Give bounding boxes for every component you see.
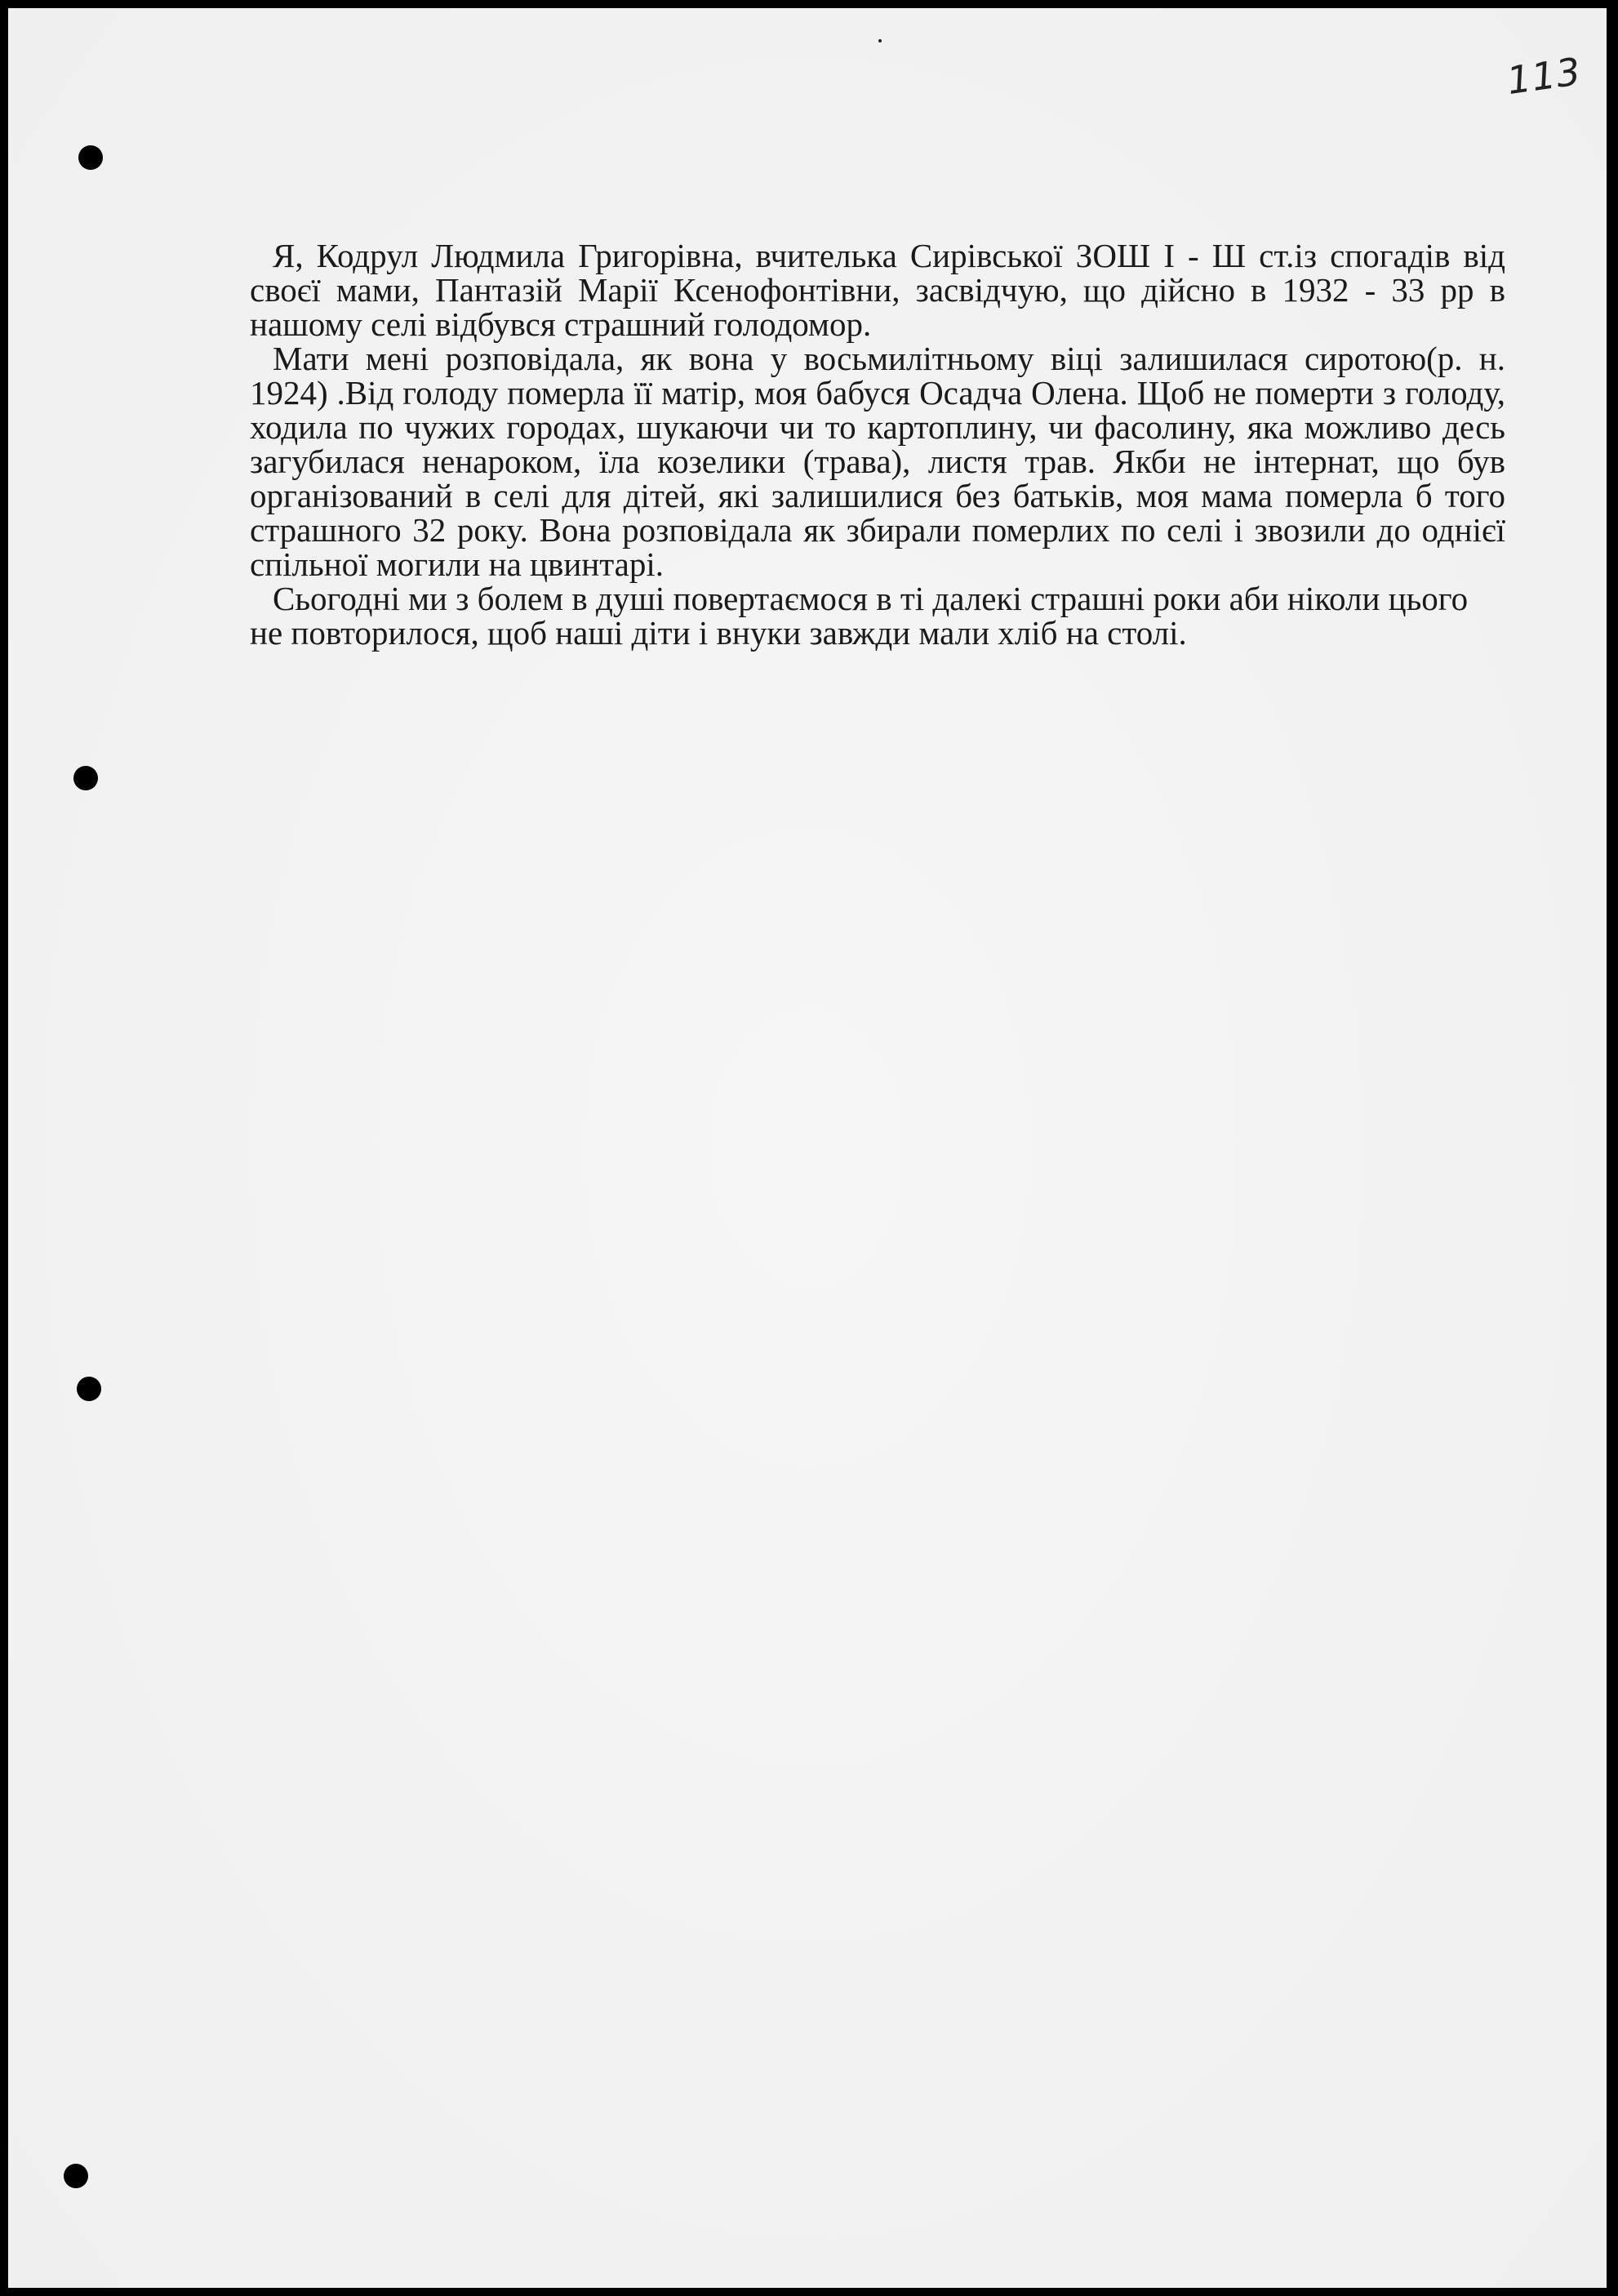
paragraph: Сьогодні ми з болем в душі повертаємося в ті далекі страшні роки аби ніколи цього не повторилося, щоб наші діти і внуки завжди мали хліб на столі. <box>250 580 1469 652</box>
handwritten-page-number: 113 <box>1504 48 1585 104</box>
scan-speck <box>878 39 882 42</box>
punch-hole <box>77 1377 101 1401</box>
punch-hole <box>73 766 98 790</box>
punch-hole <box>64 2164 88 2188</box>
punch-hole <box>78 145 103 170</box>
document-page <box>8 8 1607 2288</box>
testimony-text <box>250 238 1505 650</box>
paragraph: Я, Кодрул Людмила Григорівна, вчителька Сирівської ЗОШ І - Ш ст.із спогадів від своєї мами, Пантазій Марії Ксенофонтівни, засвідчую, що дійсно в 1932 - 33 рр в нашому селі відбувся страшний голодомор. <box>250 237 1505 343</box>
paragraph: Мати мені розповідала, як вона у восьмилітньому віці залишилася сиротою(р. н. 1924) .Від голоду померла її матір, моя бабуся Осадча Олена. Щоб не померти з голоду, ходила по чужих городах, шукаючи чи то картоплину, чи фасолину, яка можливо десь загубилася ненароком, їла козелики (трава), листя трав. Якби не інтернат, що був організований в селі для дітей, які залишилися без батьків, моя мама померла б того страшного 32 року. Вона розповідала як збирали померлих по селі і звозили до однієї спільної могили на цвинтарі. <box>250 340 1505 583</box>
